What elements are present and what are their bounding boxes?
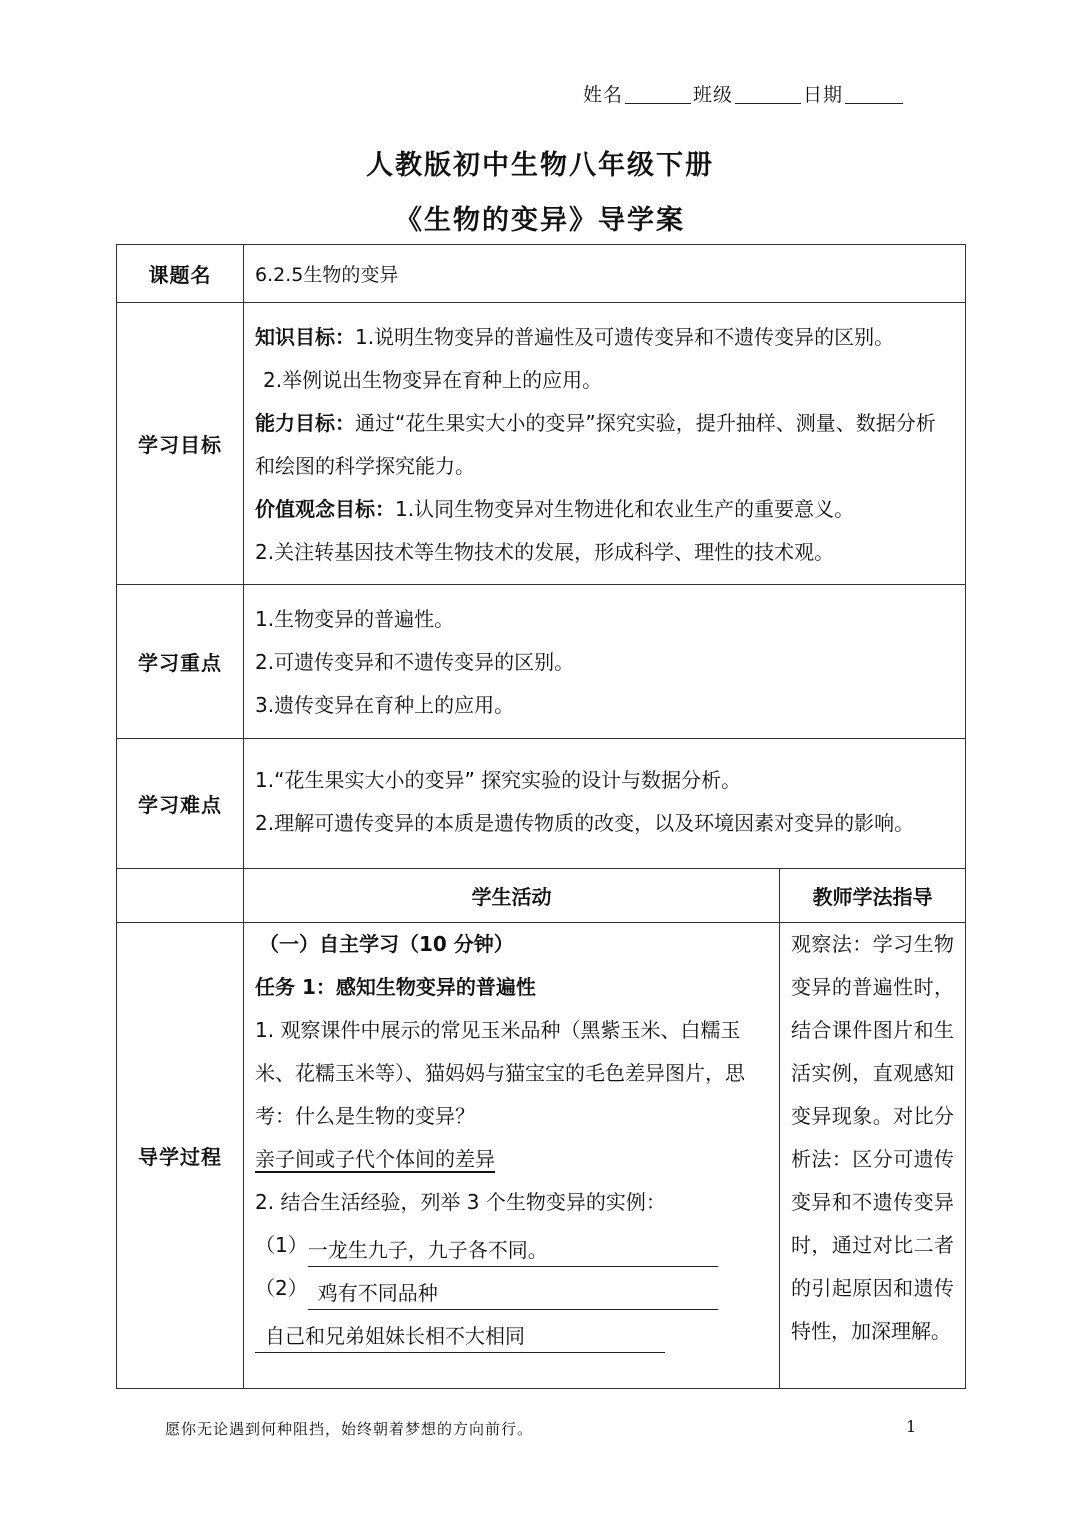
student-activity-header: 学生活动 bbox=[244, 869, 780, 923]
difficulties-row bbox=[117, 739, 966, 869]
key-point-item: 1.生物变异的普遍性。 bbox=[255, 607, 455, 631]
empty-header-cell bbox=[117, 869, 244, 923]
lesson-plan-table bbox=[116, 244, 966, 1389]
key-points-row bbox=[117, 585, 966, 739]
example-3-answer[interactable]: 自己和兄弟姐妹长相不大相同 bbox=[255, 1320, 665, 1353]
question-1: 1. 观察课件中展示的常见玉米品种（黑紫玉米、白糯玉米、花糯玉米等）、猫妈妈与猫宝宝的毛色差异图片，思考：什么是生物的变异？ bbox=[255, 1018, 745, 1128]
column-header-row bbox=[117, 869, 966, 923]
date-label: 日期 bbox=[803, 84, 844, 106]
answer-1[interactable]: 亲子间或子代个体间的差异 bbox=[255, 1147, 495, 1171]
key-point-item: 2.可遗传变异和不遗传变异的区别。 bbox=[255, 650, 575, 674]
example-3 bbox=[255, 1310, 768, 1353]
teacher-guidance-header: 教师学法指导 bbox=[780, 869, 966, 923]
difficulties-content bbox=[244, 739, 966, 869]
example-1-answer[interactable]: 一龙生九子，九子各不同。 bbox=[308, 1234, 718, 1267]
objectives-content bbox=[244, 303, 966, 585]
process-row bbox=[117, 923, 966, 1389]
difficulty-item: 2.理解可遗传变异的本质是遗传物质的改变，以及环境因素对变异的影响。 bbox=[255, 811, 915, 835]
name-label: 姓名 bbox=[583, 84, 624, 106]
page-number: 1 bbox=[906, 1417, 917, 1436]
class-label: 班级 bbox=[693, 84, 734, 106]
key-points-content bbox=[244, 585, 966, 739]
objectives-label: 学习目标 bbox=[117, 303, 244, 585]
footer-motto: 愿你无论遇到何种阻挡，始终朝着梦想的方向前行。 bbox=[165, 1420, 534, 1438]
topic-row bbox=[117, 245, 966, 303]
topic-label: 课题名 bbox=[117, 245, 244, 303]
document-title: 人教版初中生物八年级下册 bbox=[366, 150, 714, 181]
student-info-header bbox=[583, 80, 905, 107]
difficulty-item: 1.“花生果实大小的变异” 探究实验的设计与数据分析。 bbox=[255, 768, 742, 792]
example-2-answer[interactable]: 鸡有不同品种 bbox=[308, 1277, 718, 1310]
difficulties-label: 学习难点 bbox=[117, 739, 244, 869]
teacher-notes: 观察法：学习生物变异的普遍性时，结合课件图片和生活实例，直观感知变异现象。对比分析法：区分可遗传变异和不遗传变异时，通过对比二者的引起原因和遗传特性，加深理解。 bbox=[791, 932, 955, 1343]
objectives-row bbox=[117, 303, 966, 585]
section-heading: （一）自主学习（10 分钟） bbox=[259, 932, 514, 956]
values-objective-2: 2.关注转基因技术等生物技术的发展，形成科学、理性的技术观。 bbox=[255, 540, 835, 564]
key-point-item: 3.遗传变异在育种上的应用。 bbox=[255, 693, 515, 717]
student-activity-content bbox=[244, 923, 780, 1389]
date-blank[interactable] bbox=[845, 85, 903, 104]
knowledge-objective-2: 2.举例说出生物变异在育种上的应用。 bbox=[263, 368, 603, 392]
topic-value: 6.2.5生物的变异 bbox=[244, 245, 966, 303]
teacher-guidance-content bbox=[780, 923, 966, 1389]
example-2: （2） 鸡有不同品种 bbox=[255, 1267, 768, 1310]
key-points-label: 学习重点 bbox=[117, 585, 244, 739]
class-blank[interactable] bbox=[735, 85, 801, 104]
question-2: 2. 结合生活经验，列举 3 个生物变异的实例： bbox=[255, 1190, 666, 1214]
task-heading: 任务 1：感知生物变异的普遍性 bbox=[255, 975, 536, 999]
knowledge-objective: 知识目标：1.说明生物变异的普遍性及可遗传变异和不遗传变异的区别。 bbox=[255, 325, 895, 349]
document-subtitle: 《生物的变异》导学案 bbox=[395, 205, 685, 236]
ability-objective: 能力目标：通过“花生果实大小的变异”探究实验，提升抽样、测量、数据分析和绘图的科学探究能力。 bbox=[255, 411, 936, 478]
example-1: （1）一龙生九子，九子各不同。 bbox=[255, 1224, 768, 1267]
process-label: 导学过程 bbox=[117, 923, 244, 1389]
values-objective: 价值观念目标：1.认同生物变异对生物进化和农业生产的重要意义。 bbox=[255, 497, 855, 521]
name-blank[interactable] bbox=[625, 85, 691, 104]
